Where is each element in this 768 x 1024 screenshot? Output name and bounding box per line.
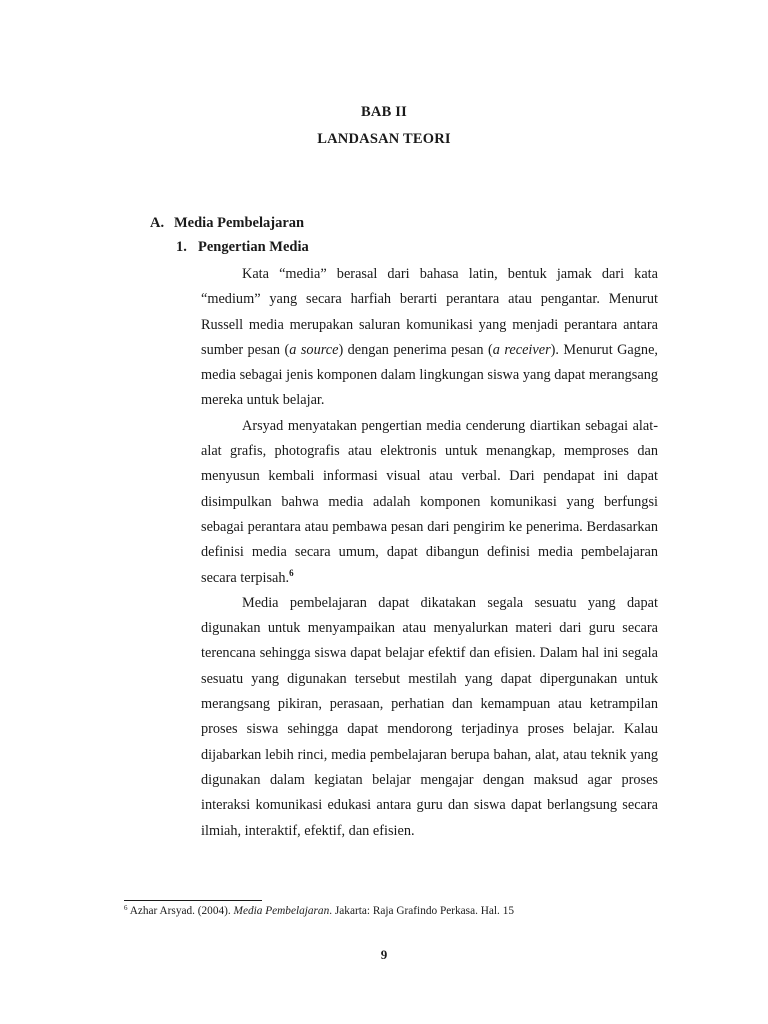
p1-text-e: ). Menurut Gagne, media sebagai jenis komponen dalam lingkungan siswa yang dapat merangsang mereka untuk belajar. — [201, 341, 658, 409]
p1-term-source: a source — [289, 341, 339, 358]
subsection-marker: 1. — [176, 239, 187, 255]
p1-text-c: ) dengan penerima pesan ( — [338, 341, 493, 358]
p1-text-a: Kata “media” berasal dari bahasa latin, bentuk jamak dari kata “medium” yang secara harfiah berarti perantara atau pengantar. Menurut Russell media merupakan saluran komunikasi yang menjadi perantara antara sumber pesan ( — [201, 266, 658, 358]
section-marker: A. — [150, 215, 165, 231]
section-heading — [150, 215, 304, 232]
paragraph-2 — [201, 414, 658, 591]
subsection-heading — [176, 239, 309, 256]
p3-text: Media pembelajaran dapat dikatakan segala sesuatu yang dapat digunakan untuk menyampaikan atau menyalurkan materi dari guru secara terencana sehingga siswa dapat belajar efektif dan efisien. Dalam hal ini segala sesuatu yang digunakan tersebut mestilah yang dapat dipergunakan untuk merangsang pikiran, perasaan, perhatian dan kemampuan atau ketrampilan proses siswa sehingga dapat mendorong terjadinya proses belajar. Kalau dijabarkan lebih rinci, media pembelajaran berupa bahan, alat, atau teknik yang digunakan dalam kegiatan belajar mengajar dengan maksud agar proses interaksi komunikasi edukasi antara guru dan siswa dapat berlangsung secara ilmiah, interaktif, efektif, dan efisien. — [201, 594, 658, 839]
paragraph-3 — [201, 591, 658, 844]
subsection-title: Pengertian Media — [198, 239, 309, 255]
footnote-number: 6 — [124, 904, 128, 912]
chapter-title: LANDASAN TEORI — [317, 131, 451, 147]
p1-term-receiver: a receiver — [492, 341, 551, 358]
footnote-book-title: Media Pembelajaran — [233, 905, 330, 917]
footnote-ref[interactable]: 6 — [289, 567, 294, 578]
body-text — [201, 262, 658, 844]
section-title: Media Pembelajaran — [174, 215, 305, 231]
page-number: 9 — [380, 947, 388, 962]
footnote-publisher: . Jakarta: Raja Grafindo Perkasa. Hal. 15 — [329, 905, 515, 917]
footnote-author: Azhar Arsyad. (2004). — [129, 905, 234, 917]
p2-text: Arsyad menyatakan pengertian media cenderung diartikan sebagai alat-alat grafis, photografis atau elektronis untuk menangkap, memproses dan menyusun kembali informasi visual atau verbal. Dari pendapat ini dapat disimpulkan bahwa media adalah komponen komunikasi yang berfungsi sebagai perantara atau pembawa pesan dari pengirim ke penerima. Berdasarkan definisi media secara umum, dapat dibangun definisi media pembelajaran secara terpisah. — [201, 417, 658, 586]
footnote-separator — [124, 900, 262, 901]
footnote — [124, 905, 514, 917]
chapter-number: BAB II — [361, 104, 407, 120]
paragraph-1 — [201, 262, 658, 414]
